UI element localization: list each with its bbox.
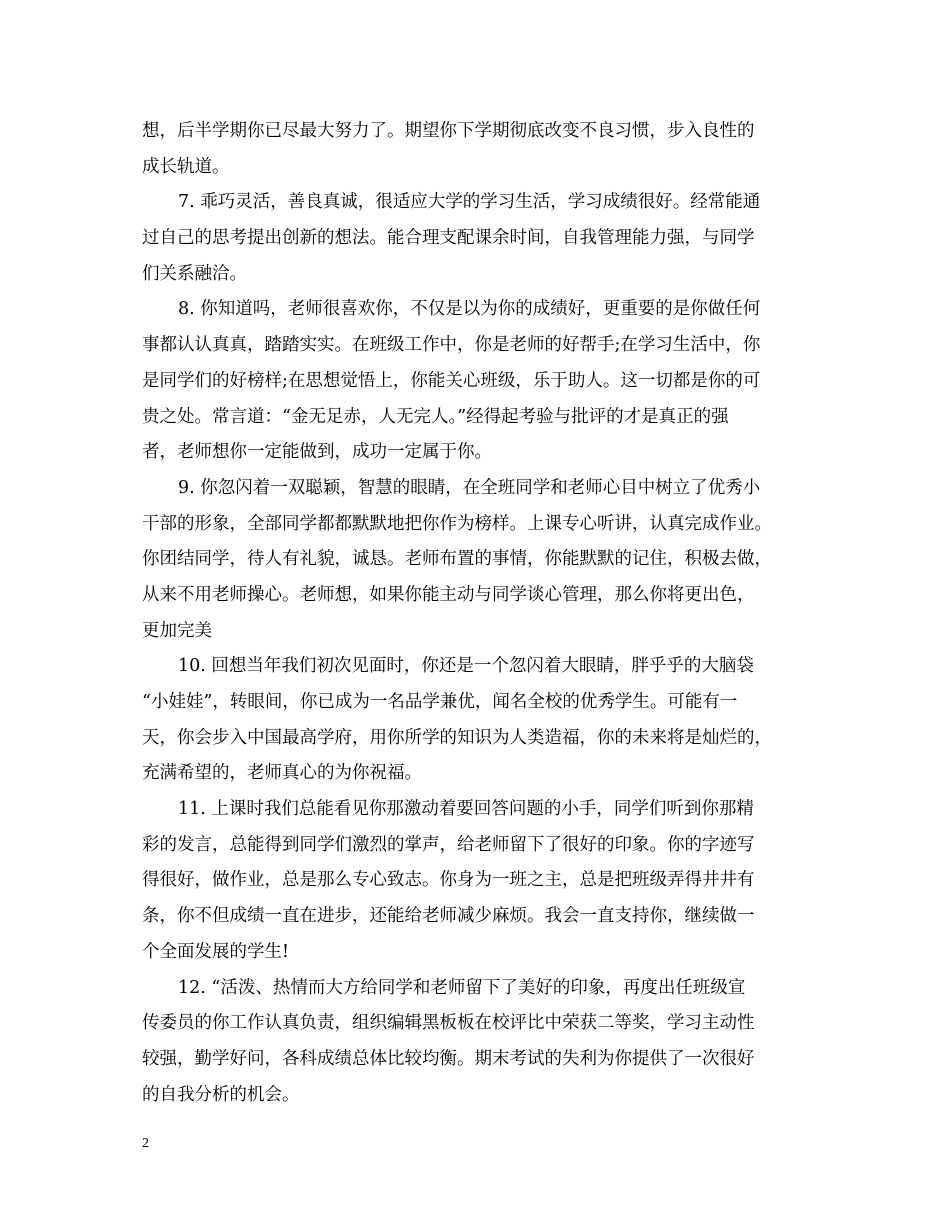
text-line: 11. 上课时我们总能看见你那激动着要回答问题的小手，同学们听到你那精 <box>178 799 754 820</box>
paragraph-continuation <box>142 114 812 185</box>
text-line: 得很好，做作业，总是那么专心致志。你身为一班之主，总是把班级弄得井井有 <box>142 870 755 891</box>
text-line: 12. “活泼、热情而大方给同学和老师留下了美好的印象，再度出任班级宣 <box>178 977 746 998</box>
text-line: 更加完美 <box>142 620 212 641</box>
page-number: 2 <box>142 1136 149 1151</box>
text-line: 8. 你知道吗，老师很喜欢你，不仅是以为你的成绩好，更重要的是你做任何 <box>178 299 761 320</box>
text-line: 条，你不但成绩一直在进步，还能给老师减少麻烦。我会一直支持你，继续做一 <box>142 906 755 927</box>
comment-item-9 <box>142 471 812 649</box>
text-line: 过自己的思考提出创新的想法。能合理支配课余时间，自我管理能力强，与同学 <box>142 228 755 249</box>
text-line: 事都认认真真，踏踏实实。在班级工作中，你是老师的好帮手;在学习生活中，你 <box>142 335 761 356</box>
comment-item-8 <box>142 292 812 470</box>
text-line: 个全面发展的学生! <box>142 941 290 962</box>
text-line: 天，你会步入中国最高学府，用你所学的知识为人类造福，你的未来将是灿烂的， <box>142 727 772 748</box>
text-line: 较强，勤学好问，各科成绩总体比较均衡。期末考试的失利为你提供了一次很好 <box>142 1048 755 1069</box>
comment-item-10 <box>142 649 812 792</box>
text-line: 10. 回想当年我们初次见面时，你还是一个忽闪着大眼睛，胖乎乎的大脑袋 <box>178 656 754 677</box>
text-line: 你团结同学，待人有礼貌，诚恳。老师布置的事情，你能默默的记住，积极去做， <box>142 549 772 570</box>
text-line: 彩的发言，总能得到同学们激烈的掌声，给老师留下了很好的印象。你的字迹写 <box>142 834 755 855</box>
text-line: 从来不用老师操心。老师想，如果你能主动与同学谈心管理，那么你将更出色， <box>142 584 755 605</box>
text-line: 想，后半学期你已尽最大努力了。期望你下学期彻底改变不良习惯，步入良性的 <box>142 121 755 141</box>
text-line: “小娃娃”，转眼间，你已成为一名品学兼优，闻名全校的优秀学生。可能有一 <box>142 692 738 712</box>
text-line: 者，老师想你一定能做到，成功一定属于你。 <box>142 442 492 463</box>
text-line: 9. 你忽闪着一双聪颖，智慧的眼睛，在全班同学和老师心目中树立了优秀小 <box>178 477 761 498</box>
text-line: 7. 乖巧灵活，善良真诚，很适应大学的学习生活，学习成绩很好。经常能通 <box>178 192 761 213</box>
comment-item-12 <box>142 971 812 1114</box>
text-line: 成长轨道。 <box>142 156 230 177</box>
comment-item-7 <box>142 185 812 292</box>
text-line: 的自我分析的机会。 <box>142 1084 300 1105</box>
text-line: 是同学们的好榜样;在思想觉悟上，你能关心班级，乐于助人。这一切都是你的可 <box>142 370 761 391</box>
document-body <box>142 114 812 1113</box>
text-line: 干部的形象，全部同学都都默默地把你作为榜样。上课专心听讲，认真完成作业。 <box>142 513 772 534</box>
text-line: 充满希望的，老师真心的为你祝福。 <box>142 763 422 784</box>
text-line: 们关系融洽。 <box>142 263 247 284</box>
text-line: 传委员的你工作认真负责，组织编辑黑板板在校评比中荣获二等奖，学习主动性 <box>142 1013 755 1034</box>
text-line: 贵之处。常言道：“金无足赤，人无完人。”经得起考验与批评的才是真正的强 <box>142 406 729 427</box>
comment-item-11 <box>142 792 812 970</box>
